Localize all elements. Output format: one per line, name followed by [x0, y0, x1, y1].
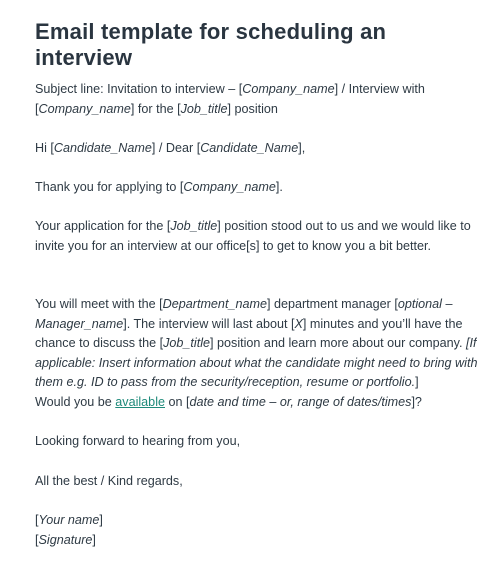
placeholder-job-title: Job_title: [163, 336, 211, 351]
availability-paragraph: [35, 393, 422, 413]
greeting-paragraph: [35, 139, 305, 159]
page-title: [35, 19, 467, 71]
title-line-1: Email template for scheduling an: [35, 19, 387, 44]
applicable-note-start: [466, 336, 477, 350]
signature-block: [35, 511, 103, 550]
placeholder-job-title: Job_title: [170, 219, 218, 233]
placeholder-company-name: Company_name: [183, 180, 276, 194]
meeting-line-5: [35, 373, 477, 393]
meeting-text: You will meet with the [: [35, 297, 163, 311]
subject-text: ] for the [: [130, 101, 181, 116]
available-link[interactable]: available: [115, 395, 165, 409]
subject-text: ] / Interview with: [334, 82, 425, 96]
application-line-1: [35, 217, 471, 237]
placeholder-company-name: Company_name: [38, 101, 131, 116]
your-name-line: [35, 511, 103, 531]
bracket: [: [35, 513, 39, 527]
availability-text: on [: [165, 395, 190, 409]
subject-text: ] position: [227, 101, 278, 116]
placeholder-candidate-name: Candidate_Name: [200, 141, 299, 155]
bracket: ]: [92, 532, 96, 547]
availability-text: ]?: [411, 395, 422, 409]
meeting-text: chance to discuss the [: [35, 336, 164, 351]
placeholder-optional: optional –: [397, 297, 453, 311]
meeting-line-3: [35, 334, 477, 354]
meeting-line-4: [35, 354, 477, 374]
application-line-2: invite you for an interview at our office[s] to get to know you a bit better.: [35, 238, 431, 253]
greeting-text: ],: [298, 141, 306, 155]
meeting-text: ] department manager [: [266, 297, 398, 311]
bracket: ]: [99, 513, 103, 527]
applicable-note-text: applicable: Insert information about what the candidate might need to bring with: [35, 355, 477, 370]
subject-text: Subject line: Invitation to interview – [: [35, 82, 243, 96]
placeholder-signature: Signature: [38, 532, 93, 547]
placeholder-company-name: Company_name: [242, 82, 335, 96]
placeholder-manager-name: Manager_name: [35, 316, 124, 331]
placeholder-department-name: Department_name: [162, 297, 267, 311]
application-text: Your application for the [: [35, 219, 171, 233]
bracket: [: [466, 336, 470, 351]
placeholder-your-name: Your name: [38, 513, 100, 527]
subject-line-2: [35, 100, 425, 120]
thanks-text: ].: [275, 180, 283, 194]
applicable-note-text: them e.g. ID to pass from the security/reception, resume or portfolio.: [35, 375, 416, 390]
bracket: ]: [415, 375, 419, 390]
meeting-text: ] minutes and you’ll have the: [302, 316, 463, 331]
looking-forward-line: Looking forward to hearing from you,: [35, 434, 241, 448]
greeting-text: ] / Dear [: [151, 141, 201, 155]
availability-text: Would you be: [35, 395, 116, 409]
greeting-text: Hi [: [35, 141, 54, 155]
bracket: [: [35, 532, 39, 547]
meeting-paragraph: [35, 295, 477, 393]
placeholder-job-title: Job_title: [180, 101, 228, 116]
meeting-text: ] position and learn more about our company.: [210, 336, 467, 351]
placeholder-date-time: date and time – or, range of dates/times: [189, 395, 412, 409]
signature-line: [35, 531, 103, 551]
application-text: ] position stood out to us and we would like to: [217, 219, 471, 233]
meeting-line-2: [35, 315, 477, 335]
meeting-line-1: [35, 295, 477, 315]
email-template-document: [35, 19, 477, 547]
thanks-paragraph: [35, 178, 283, 198]
subject-text: [: [35, 101, 39, 116]
regards-line: All the best / Kind regards,: [35, 474, 183, 488]
title-line-2: interview: [35, 45, 133, 70]
thanks-text: Thank you for applying to [: [35, 180, 184, 194]
application-paragraph: [35, 217, 471, 256]
subject-line-1: [35, 80, 425, 100]
meeting-text: ]. The interview will last about [: [123, 316, 295, 331]
placeholder-candidate-name: Candidate_Name: [53, 141, 152, 155]
placeholder-minutes: X: [294, 316, 303, 331]
subject-line-paragraph: [35, 80, 425, 119]
applicable-note-text: If: [469, 336, 477, 351]
